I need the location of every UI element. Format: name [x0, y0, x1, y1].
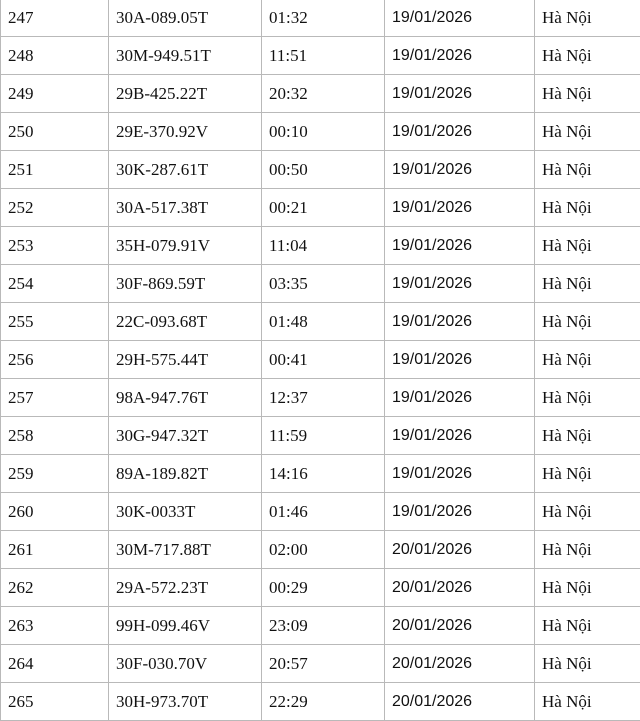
table-row	[1, 417, 640, 455]
cell-license-plate: 98A-947.76T	[109, 379, 262, 417]
cell-location: Hà Nội	[535, 341, 640, 379]
cell-time: 11:04	[262, 227, 385, 265]
cell-location: Hà Nội	[535, 0, 640, 37]
cell-date: 19/01/2026	[385, 189, 535, 227]
cell-index: 253	[1, 227, 109, 265]
table-row	[1, 493, 640, 531]
cell-location: Hà Nội	[535, 113, 640, 151]
cell-date: 20/01/2026	[385, 531, 535, 569]
cell-license-plate: 29A-572.23T	[109, 569, 262, 607]
cell-date: 19/01/2026	[385, 417, 535, 455]
cell-time: 02:00	[262, 531, 385, 569]
cell-license-plate: 29H-575.44T	[109, 341, 262, 379]
cell-time: 00:21	[262, 189, 385, 227]
table-row	[1, 265, 640, 303]
cell-location: Hà Nội	[535, 379, 640, 417]
cell-license-plate: 29B-425.22T	[109, 75, 262, 113]
cell-date: 19/01/2026	[385, 75, 535, 113]
cell-index: 256	[1, 341, 109, 379]
table-row	[1, 189, 640, 227]
cell-location: Hà Nội	[535, 189, 640, 227]
cell-time: 14:16	[262, 455, 385, 493]
cell-time: 00:50	[262, 151, 385, 189]
cell-index: 263	[1, 607, 109, 645]
cell-license-plate: 30A-517.38T	[109, 189, 262, 227]
table-row	[1, 569, 640, 607]
cell-time: 22:29	[262, 683, 385, 721]
cell-time: 01:32	[262, 0, 385, 37]
cell-location: Hà Nội	[535, 455, 640, 493]
table-row	[1, 607, 640, 645]
cell-license-plate: 30H-973.70T	[109, 683, 262, 721]
cell-location: Hà Nội	[535, 569, 640, 607]
cell-index: 257	[1, 379, 109, 417]
cell-license-plate: 30M-717.88T	[109, 531, 262, 569]
cell-location: Hà Nội	[535, 607, 640, 645]
cell-index: 252	[1, 189, 109, 227]
cell-time: 00:29	[262, 569, 385, 607]
cell-location: Hà Nội	[535, 645, 640, 683]
cell-time: 11:51	[262, 37, 385, 75]
cell-index: 251	[1, 151, 109, 189]
cell-index: 255	[1, 303, 109, 341]
cell-time: 00:10	[262, 113, 385, 151]
table-row	[1, 227, 640, 265]
table-row	[1, 341, 640, 379]
cell-date: 20/01/2026	[385, 645, 535, 683]
table-body	[1, 0, 640, 721]
cell-date: 19/01/2026	[385, 303, 535, 341]
cell-time: 03:35	[262, 265, 385, 303]
cell-location: Hà Nội	[535, 265, 640, 303]
cell-license-plate: 22C-093.68T	[109, 303, 262, 341]
cell-index: 254	[1, 265, 109, 303]
cell-index: 249	[1, 75, 109, 113]
cell-license-plate: 30M-949.51T	[109, 37, 262, 75]
cell-index: 247	[1, 0, 109, 37]
cell-license-plate: 30K-287.61T	[109, 151, 262, 189]
cell-date: 19/01/2026	[385, 265, 535, 303]
cell-date: 19/01/2026	[385, 37, 535, 75]
cell-location: Hà Nội	[535, 75, 640, 113]
table-row	[1, 113, 640, 151]
cell-index: 264	[1, 645, 109, 683]
cell-date: 19/01/2026	[385, 227, 535, 265]
table-row	[1, 151, 640, 189]
cell-index: 259	[1, 455, 109, 493]
cell-location: Hà Nội	[535, 303, 640, 341]
cell-date: 20/01/2026	[385, 569, 535, 607]
cell-date: 19/01/2026	[385, 0, 535, 37]
cell-index: 265	[1, 683, 109, 721]
cell-location: Hà Nội	[535, 493, 640, 531]
cell-index: 258	[1, 417, 109, 455]
table-row	[1, 455, 640, 493]
cell-license-plate: 30F-869.59T	[109, 265, 262, 303]
cell-license-plate: 29E-370.92V	[109, 113, 262, 151]
cell-license-plate: 30F-030.70V	[109, 645, 262, 683]
cell-index: 248	[1, 37, 109, 75]
cell-time: 20:32	[262, 75, 385, 113]
cell-time: 01:48	[262, 303, 385, 341]
table-row	[1, 303, 640, 341]
cell-time: 23:09	[262, 607, 385, 645]
table-row	[1, 379, 640, 417]
cell-license-plate: 99H-099.46V	[109, 607, 262, 645]
cell-index: 250	[1, 113, 109, 151]
cell-date: 20/01/2026	[385, 607, 535, 645]
table-row	[1, 0, 640, 37]
cell-time: 20:57	[262, 645, 385, 683]
cell-location: Hà Nội	[535, 531, 640, 569]
cell-index: 260	[1, 493, 109, 531]
cell-location: Hà Nội	[535, 417, 640, 455]
table-row	[1, 75, 640, 113]
cell-date: 19/01/2026	[385, 341, 535, 379]
cell-date: 19/01/2026	[385, 493, 535, 531]
cell-location: Hà Nội	[535, 37, 640, 75]
cell-index: 261	[1, 531, 109, 569]
table-row	[1, 37, 640, 75]
table-row	[1, 531, 640, 569]
cell-location: Hà Nội	[535, 227, 640, 265]
cell-license-plate: 30K-0033T	[109, 493, 262, 531]
cell-license-plate: 35H-079.91V	[109, 227, 262, 265]
cell-index: 262	[1, 569, 109, 607]
cell-location: Hà Nội	[535, 151, 640, 189]
cell-location: Hà Nội	[535, 683, 640, 721]
table-row	[1, 645, 640, 683]
cell-license-plate: 89A-189.82T	[109, 455, 262, 493]
cell-date: 19/01/2026	[385, 113, 535, 151]
cell-date: 20/01/2026	[385, 683, 535, 721]
cell-date: 19/01/2026	[385, 379, 535, 417]
cell-time: 11:59	[262, 417, 385, 455]
cell-license-plate: 30G-947.32T	[109, 417, 262, 455]
cell-time: 12:37	[262, 379, 385, 417]
cell-date: 19/01/2026	[385, 151, 535, 189]
cell-time: 00:41	[262, 341, 385, 379]
cell-date: 19/01/2026	[385, 455, 535, 493]
table-row	[1, 683, 640, 721]
cell-time: 01:46	[262, 493, 385, 531]
cell-license-plate: 30A-089.05T	[109, 0, 262, 37]
